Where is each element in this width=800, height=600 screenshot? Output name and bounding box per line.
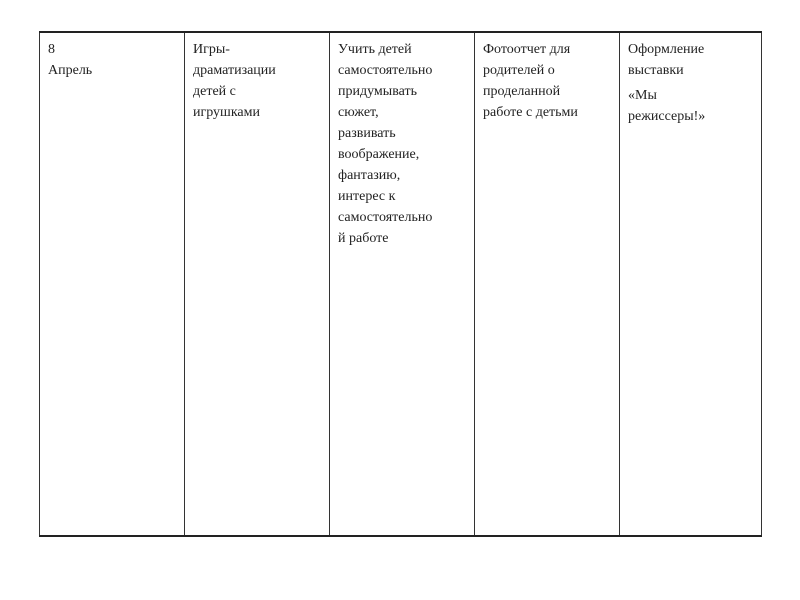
- goal-line: интерес к: [338, 189, 396, 204]
- exhibition-title: [628, 85, 753, 127]
- activity-line: драматизации: [193, 63, 276, 78]
- exhibition-title-line: «Мы: [628, 88, 657, 103]
- outcome-line: Оформление: [628, 42, 705, 57]
- cell-parents-work: [475, 32, 620, 536]
- goal-line: воображение,: [338, 147, 420, 162]
- parents-line: работе с детьми: [483, 105, 578, 120]
- cell-date: [40, 32, 185, 536]
- activity-line: детей с: [193, 84, 236, 99]
- goal-line: сюжет,: [338, 105, 379, 120]
- week-number: 8: [48, 42, 55, 57]
- goal-line: развивать: [338, 126, 396, 141]
- month-label: Апрель: [48, 63, 93, 78]
- exhibition-title-line: режиссеры!»: [628, 109, 706, 124]
- goal-line: самостоятельно: [338, 210, 433, 225]
- parents-line: родителей о: [483, 63, 555, 78]
- goal-line: Учить детей: [338, 42, 412, 57]
- goal-line: самостоятельно: [338, 63, 433, 78]
- parents-line: Фотоотчет для: [483, 42, 571, 57]
- parents-line: проделанной: [483, 84, 561, 99]
- activity-line: игрушками: [193, 105, 260, 120]
- cell-outcome: [620, 32, 762, 536]
- cell-activity: [185, 32, 330, 536]
- outcome-line: выставки: [628, 63, 684, 78]
- cell-goals: [330, 32, 475, 536]
- goal-line: фантазию,: [338, 168, 401, 183]
- activity-line: Игры-: [193, 42, 230, 57]
- goal-line: й работе: [338, 231, 389, 246]
- goal-line: придумывать: [338, 84, 417, 99]
- table-row: [40, 32, 762, 536]
- plan-table: [39, 31, 762, 537]
